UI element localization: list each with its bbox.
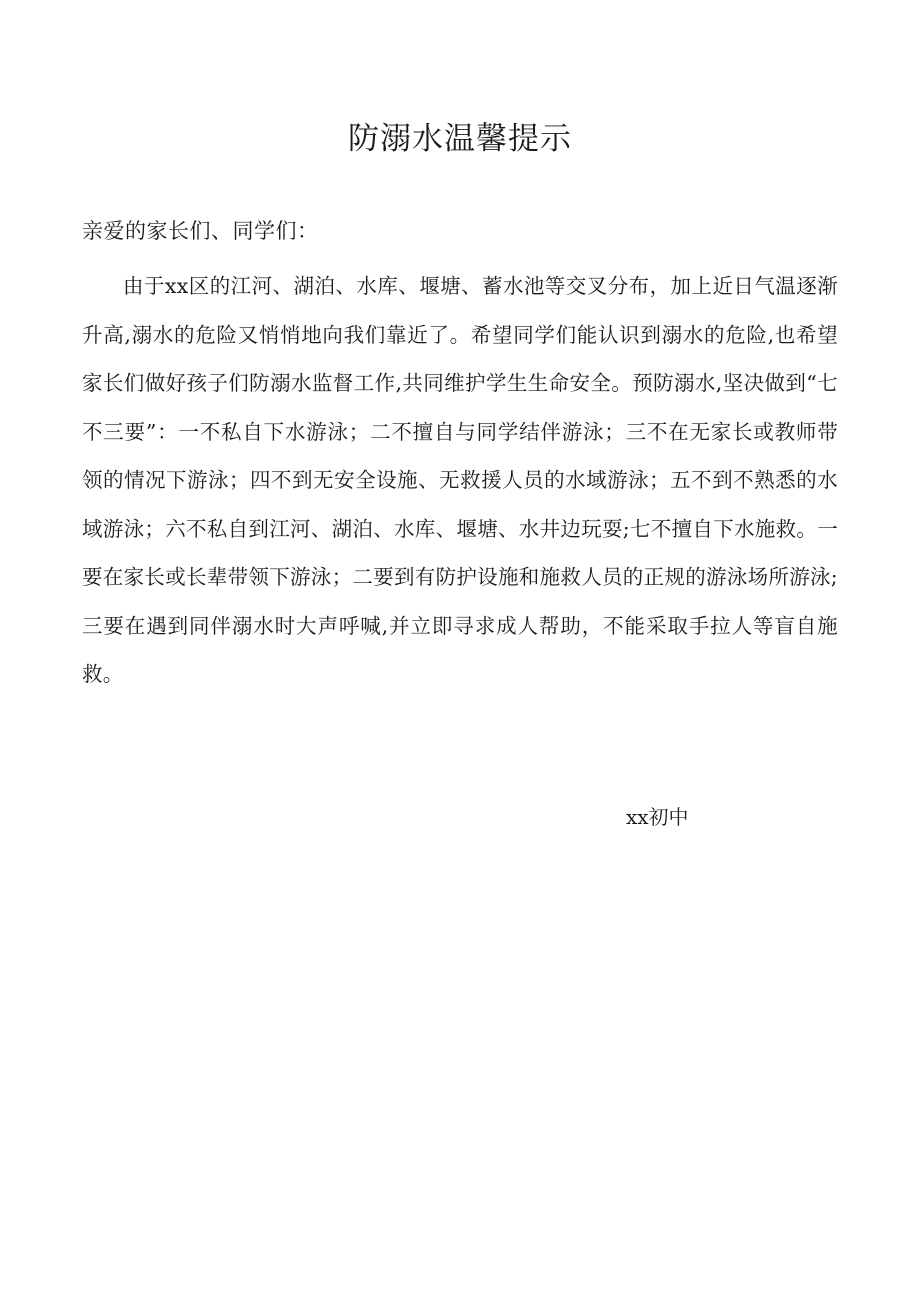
page-title: 防溺水温馨提示 <box>348 121 572 157</box>
body-paragraph: 由于xx区的江河、湖泊、水库、堰塘、蓄水池等交叉分布，加上近日气温逐渐升高,溺水的危险又悄悄地向我们靠近了。希望同学们能认识到溺水的危险,也希望家长们做好孩子们防溺水监督工作,共同维护学生生命安全。预防溺水,坚决做到“七不三要”：一不私自下水游泳；二不擅自与同学结伴游泳；三不在无家长或教师带领的情况下游泳；四不到无安全设施、无救援人员的水域游泳；五不到不熟悉的水域游泳；六不私自到江河、湖泊、水库、堰塘、水井边玩耍;七不擅自下水施救。一要在家长或长辈带领下游泳；二要到有防护设施和施救人员的正规的游泳场所游泳;三要在遇到同伴溺水时大声呼喊,并立即寻求成人帮助，不能采取手拉人等盲自施救。 <box>82 274 839 686</box>
signature: xx初中 <box>626 805 689 829</box>
greeting-line: 亲爱的家长们、同学们： <box>82 219 319 243</box>
